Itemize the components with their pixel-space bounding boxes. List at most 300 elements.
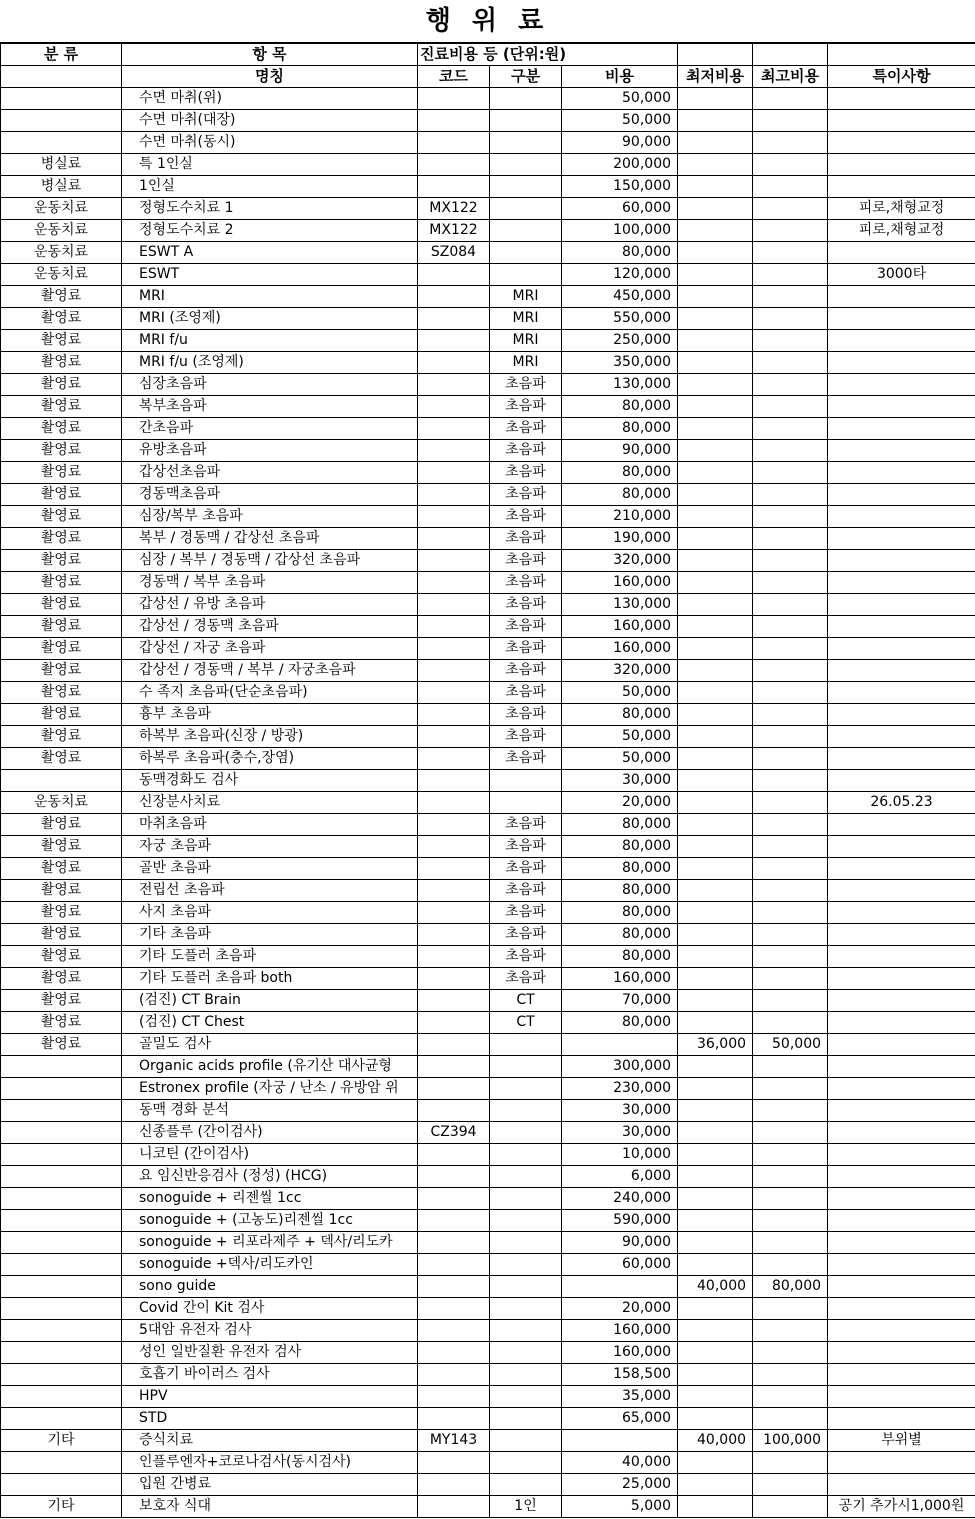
row-max-cost (753, 1452, 828, 1474)
row-category: 촬영료 (1, 682, 122, 704)
row-note (828, 594, 975, 616)
row-min-cost (678, 726, 753, 748)
row-note (828, 836, 975, 858)
row-type: 1인 (490, 1496, 562, 1518)
table-row (1, 1298, 975, 1320)
row-max-cost (753, 1386, 828, 1408)
row-max-cost (753, 1232, 828, 1254)
row-type: 초음파 (490, 528, 562, 550)
row-type: 초음파 (490, 396, 562, 418)
row-min-cost (678, 1452, 753, 1474)
row-note (828, 946, 975, 968)
row-type: CT (490, 1012, 562, 1034)
row-code (418, 946, 490, 968)
row-name: sonoguide + 리포라제주 + 덱사/리도카 (122, 1232, 418, 1254)
table-row (1, 264, 975, 286)
row-note (828, 880, 975, 902)
row-note (828, 616, 975, 638)
row-code (418, 616, 490, 638)
row-code (418, 1210, 490, 1232)
row-min-cost (678, 352, 753, 374)
header-min: 최저비용 (678, 66, 753, 88)
row-cost (562, 1430, 678, 1452)
row-name: sonoguide + 리젠씰 1cc (122, 1188, 418, 1210)
row-category: 운동치료 (1, 264, 122, 286)
row-type: MRI (490, 352, 562, 374)
row-type: 초음파 (490, 594, 562, 616)
row-min-cost: 40,000 (678, 1276, 753, 1298)
row-type (490, 1430, 562, 1452)
row-max-cost (753, 946, 828, 968)
row-code (418, 748, 490, 770)
table-row (1, 1342, 975, 1364)
row-min-cost (678, 330, 753, 352)
header-blank-3 (828, 43, 975, 66)
table-row (1, 154, 975, 176)
fee-table (0, 42, 975, 1518)
row-cost: 80,000 (562, 396, 678, 418)
row-cost: 190,000 (562, 528, 678, 550)
row-note (828, 308, 975, 330)
row-min-cost (678, 572, 753, 594)
row-category (1, 110, 122, 132)
row-type (490, 1188, 562, 1210)
page-title: 행 위 료 (425, 6, 550, 36)
row-category (1, 88, 122, 110)
table-row (1, 880, 975, 902)
row-type (490, 1078, 562, 1100)
row-name: ESWT (122, 264, 418, 286)
row-max-cost (753, 990, 828, 1012)
row-max-cost (753, 440, 828, 462)
row-cost: 158,500 (562, 1364, 678, 1386)
table-row (1, 1144, 975, 1166)
row-cost: 160,000 (562, 968, 678, 990)
header-type: 구분 (490, 66, 562, 88)
row-note (828, 968, 975, 990)
row-type (490, 88, 562, 110)
row-cost: 50,000 (562, 110, 678, 132)
row-note: 피로,채형교정 (828, 198, 975, 220)
header-max: 최고비용 (753, 66, 828, 88)
table-row (1, 1408, 975, 1430)
row-code (418, 594, 490, 616)
row-min-cost (678, 286, 753, 308)
row-name: 갑상선 / 경동맥 / 복부 / 자궁초음파 (122, 660, 418, 682)
row-min-cost (678, 264, 753, 286)
row-code (418, 396, 490, 418)
row-type (490, 1122, 562, 1144)
row-max-cost (753, 330, 828, 352)
row-note (828, 242, 975, 264)
row-category: 촬영료 (1, 858, 122, 880)
row-name: 성인 일반질환 유전자 검사 (122, 1342, 418, 1364)
row-max-cost: 100,000 (753, 1430, 828, 1452)
table-row (1, 308, 975, 330)
row-cost: 30,000 (562, 770, 678, 792)
row-cost: 590,000 (562, 1210, 678, 1232)
row-min-cost (678, 1386, 753, 1408)
row-code (418, 858, 490, 880)
row-code (418, 572, 490, 594)
table-row (1, 836, 975, 858)
table-row (1, 1430, 975, 1452)
row-type: 초음파 (490, 462, 562, 484)
row-type: 초음파 (490, 484, 562, 506)
row-code: SZ084 (418, 242, 490, 264)
row-name: 기타 도플러 초음파 (122, 946, 418, 968)
row-name: 갑상선초음파 (122, 462, 418, 484)
row-note (828, 286, 975, 308)
row-category: 촬영료 (1, 990, 122, 1012)
row-max-cost (753, 1254, 828, 1276)
row-note (828, 1232, 975, 1254)
table-row (1, 1496, 975, 1518)
row-name: 자궁 초음파 (122, 836, 418, 858)
row-min-cost (678, 198, 753, 220)
row-max-cost (753, 528, 828, 550)
row-cost: 320,000 (562, 550, 678, 572)
table-row (1, 440, 975, 462)
row-category: 촬영료 (1, 330, 122, 352)
row-max-cost (753, 1188, 828, 1210)
header-blank-2 (753, 43, 828, 66)
row-note (828, 506, 975, 528)
table-row (1, 110, 975, 132)
row-min-cost (678, 858, 753, 880)
row-type (490, 1364, 562, 1386)
row-type (490, 264, 562, 286)
table-row (1, 858, 975, 880)
row-name: 갑상선 / 경동맥 초음파 (122, 616, 418, 638)
row-cost: 70,000 (562, 990, 678, 1012)
row-category: 촬영료 (1, 572, 122, 594)
row-type (490, 1474, 562, 1496)
row-code (418, 1188, 490, 1210)
row-cost: 80,000 (562, 418, 678, 440)
row-category: 촬영료 (1, 286, 122, 308)
row-code (418, 880, 490, 902)
table-row (1, 1122, 975, 1144)
row-category: 촬영료 (1, 550, 122, 572)
row-min-cost (678, 550, 753, 572)
row-name: ESWT A (122, 242, 418, 264)
row-code (418, 88, 490, 110)
row-cost (562, 1276, 678, 1298)
row-name: 골밀도 검사 (122, 1034, 418, 1056)
row-category: 촬영료 (1, 308, 122, 330)
row-category (1, 1298, 122, 1320)
row-max-cost (753, 616, 828, 638)
row-type (490, 1298, 562, 1320)
row-cost: 350,000 (562, 352, 678, 374)
row-code: CZ394 (418, 1122, 490, 1144)
row-code (418, 1298, 490, 1320)
row-note (828, 550, 975, 572)
row-cost: 80,000 (562, 704, 678, 726)
row-category: 운동치료 (1, 220, 122, 242)
row-code: MX122 (418, 220, 490, 242)
table-row (1, 550, 975, 572)
row-note (828, 1320, 975, 1342)
row-max-cost (753, 814, 828, 836)
row-name: Estronex profile (자궁 / 난소 / 유방암 위 (122, 1078, 418, 1100)
row-name: 마취초음파 (122, 814, 418, 836)
row-max-cost (753, 1144, 828, 1166)
row-cost: 230,000 (562, 1078, 678, 1100)
row-max-cost (753, 594, 828, 616)
row-name: MRI f/u (조영제) (122, 352, 418, 374)
row-name: 전립선 초음파 (122, 880, 418, 902)
row-name: 간초음파 (122, 418, 418, 440)
row-name: 호흡기 바이러스 검사 (122, 1364, 418, 1386)
row-code (418, 1496, 490, 1518)
row-type (490, 1232, 562, 1254)
row-type (490, 220, 562, 242)
row-name: 갑상선 / 유방 초음파 (122, 594, 418, 616)
row-max-cost (753, 770, 828, 792)
row-max-cost (753, 660, 828, 682)
row-min-cost (678, 220, 753, 242)
row-name: MRI (조영제) (122, 308, 418, 330)
table-row (1, 506, 975, 528)
row-max-cost (753, 1056, 828, 1078)
row-note (828, 1012, 975, 1034)
row-cost: 160,000 (562, 1320, 678, 1342)
row-category: 촬영료 (1, 902, 122, 924)
row-min-cost (678, 88, 753, 110)
row-min-cost (678, 1474, 753, 1496)
row-code (418, 1386, 490, 1408)
row-category: 촬영료 (1, 814, 122, 836)
row-min-cost (678, 792, 753, 814)
row-name: 니코틴 (간이검사) (122, 1144, 418, 1166)
row-category: 촬영료 (1, 440, 122, 462)
row-name: HPV (122, 1386, 418, 1408)
row-min-cost (678, 1342, 753, 1364)
row-cost: 60,000 (562, 198, 678, 220)
row-name: MRI f/u (122, 330, 418, 352)
row-min-cost (678, 748, 753, 770)
row-cost: 160,000 (562, 616, 678, 638)
row-type: 초음파 (490, 418, 562, 440)
row-max-cost (753, 1320, 828, 1342)
row-note (828, 1210, 975, 1232)
row-min-cost (678, 704, 753, 726)
row-category: 촬영료 (1, 484, 122, 506)
row-max-cost (753, 418, 828, 440)
row-code (418, 814, 490, 836)
row-name: 요 임신반응검사 (정성) (HCG) (122, 1166, 418, 1188)
row-note (828, 418, 975, 440)
row-name: 5대암 유전자 검사 (122, 1320, 418, 1342)
row-code (418, 1320, 490, 1342)
row-max-cost (753, 1122, 828, 1144)
row-max-cost (753, 1100, 828, 1122)
row-note (828, 1364, 975, 1386)
row-category: 운동치료 (1, 242, 122, 264)
row-cost: 80,000 (562, 946, 678, 968)
header-fees: 진료비용 등 (단위:원) (418, 43, 678, 66)
row-name: 심장초음파 (122, 374, 418, 396)
header-note: 특이사항 (828, 66, 975, 88)
row-code (418, 484, 490, 506)
row-min-cost (678, 814, 753, 836)
table-row (1, 1320, 975, 1342)
row-cost: 250,000 (562, 330, 678, 352)
header-category-cont (1, 66, 122, 88)
row-cost: 80,000 (562, 242, 678, 264)
row-max-cost (753, 1210, 828, 1232)
table-row (1, 572, 975, 594)
header-item: 항 목 (122, 43, 418, 66)
row-type: 초음파 (490, 616, 562, 638)
row-cost: 80,000 (562, 484, 678, 506)
row-min-cost (678, 440, 753, 462)
row-type: 초음파 (490, 836, 562, 858)
row-min-cost (678, 1100, 753, 1122)
row-code (418, 550, 490, 572)
row-type (490, 1276, 562, 1298)
row-note (828, 1056, 975, 1078)
row-code (418, 506, 490, 528)
row-max-cost (753, 638, 828, 660)
row-min-cost (678, 396, 753, 418)
row-max-cost (753, 726, 828, 748)
row-cost: 10,000 (562, 1144, 678, 1166)
row-name: Covid 간이 Kit 검사 (122, 1298, 418, 1320)
table-row (1, 792, 975, 814)
table-row (1, 594, 975, 616)
row-max-cost (753, 374, 828, 396)
row-max-cost (753, 154, 828, 176)
row-min-cost (678, 242, 753, 264)
row-type (490, 792, 562, 814)
table-row (1, 198, 975, 220)
row-code (418, 902, 490, 924)
row-type: 초음파 (490, 748, 562, 770)
row-name: sonoguide + (고농도)리젠씰 1cc (122, 1210, 418, 1232)
row-code (418, 638, 490, 660)
row-category: 병실료 (1, 154, 122, 176)
row-max-cost (753, 506, 828, 528)
row-max-cost (753, 132, 828, 154)
row-name: 흉부 초음파 (122, 704, 418, 726)
row-cost: 50,000 (562, 748, 678, 770)
header-category: 분 류 (1, 43, 122, 66)
row-note (828, 1298, 975, 1320)
row-max-cost (753, 792, 828, 814)
row-max-cost (753, 858, 828, 880)
row-name: 갑상선 / 자궁 초음파 (122, 638, 418, 660)
row-name: 심장/복부 초음파 (122, 506, 418, 528)
row-code (418, 836, 490, 858)
table-row (1, 220, 975, 242)
row-code (418, 1166, 490, 1188)
table-row (1, 616, 975, 638)
row-name: 정형도수치료 1 (122, 198, 418, 220)
table-row (1, 396, 975, 418)
row-category: 촬영료 (1, 616, 122, 638)
table-row (1, 176, 975, 198)
table-row (1, 1056, 975, 1078)
row-min-cost (678, 990, 753, 1012)
row-min-cost (678, 506, 753, 528)
row-max-cost (753, 1012, 828, 1034)
row-type: 초음파 (490, 814, 562, 836)
row-type (490, 1320, 562, 1342)
table-row (1, 902, 975, 924)
row-max-cost (753, 1298, 828, 1320)
row-name: (검진) CT Chest (122, 1012, 418, 1034)
row-cost: 5,000 (562, 1496, 678, 1518)
row-note (828, 1034, 975, 1056)
row-type (490, 1452, 562, 1474)
row-type (490, 1342, 562, 1364)
table-row (1, 418, 975, 440)
row-category (1, 1188, 122, 1210)
row-max-cost (753, 1166, 828, 1188)
row-name: 심장 / 복부 / 경동맥 / 갑상선 초음파 (122, 550, 418, 572)
row-note (828, 88, 975, 110)
row-cost: 300,000 (562, 1056, 678, 1078)
row-min-cost (678, 1232, 753, 1254)
row-cost: 120,000 (562, 264, 678, 286)
row-name: 신장분사치료 (122, 792, 418, 814)
table-row (1, 352, 975, 374)
row-name: 경동맥초음파 (122, 484, 418, 506)
row-note (828, 1452, 975, 1474)
row-type: 초음파 (490, 682, 562, 704)
row-code: MX122 (418, 198, 490, 220)
row-code (418, 418, 490, 440)
row-max-cost (753, 1496, 828, 1518)
row-cost: 50,000 (562, 726, 678, 748)
row-category: 운동치료 (1, 198, 122, 220)
row-type: 초음파 (490, 660, 562, 682)
row-min-cost (678, 110, 753, 132)
row-cost: 100,000 (562, 220, 678, 242)
row-code: MY143 (418, 1430, 490, 1452)
row-cost: 35,000 (562, 1386, 678, 1408)
row-type: 초음파 (490, 968, 562, 990)
table-row (1, 1210, 975, 1232)
row-min-cost (678, 682, 753, 704)
row-cost: 80,000 (562, 858, 678, 880)
table-row (1, 1012, 975, 1034)
row-name: 하복부 초음파(신장 / 방광) (122, 726, 418, 748)
row-type: 초음파 (490, 924, 562, 946)
row-min-cost (678, 1144, 753, 1166)
table-row (1, 968, 975, 990)
row-type (490, 1254, 562, 1276)
row-note (828, 704, 975, 726)
row-note (828, 638, 975, 660)
row-code (418, 968, 490, 990)
row-max-cost (753, 836, 828, 858)
row-category (1, 1320, 122, 1342)
row-max-cost (753, 308, 828, 330)
row-code (418, 1034, 490, 1056)
row-max-cost (753, 1408, 828, 1430)
row-code (418, 660, 490, 682)
row-max-cost (753, 220, 828, 242)
row-note (828, 176, 975, 198)
row-category (1, 1144, 122, 1166)
table-row (1, 484, 975, 506)
row-note (828, 1408, 975, 1430)
row-type (490, 1034, 562, 1056)
